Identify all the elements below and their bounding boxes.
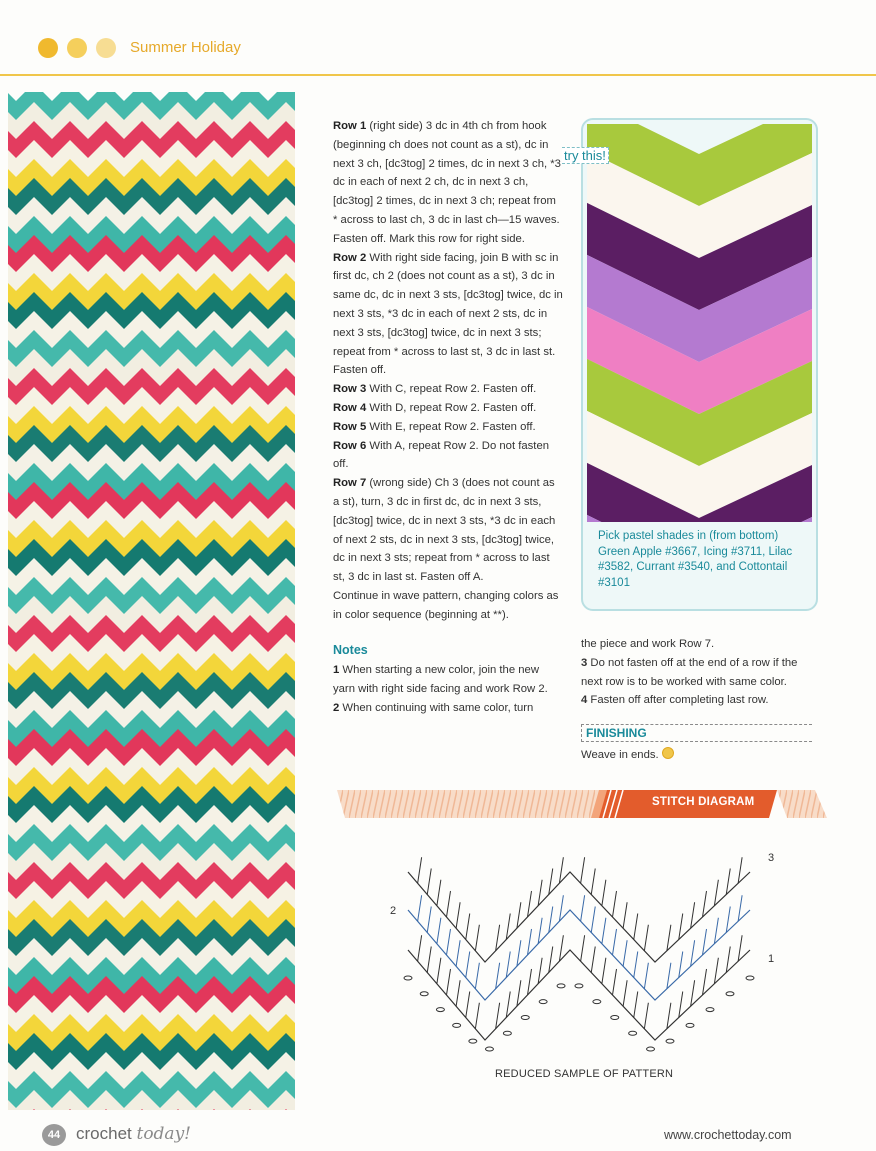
row-5 [333,418,563,437]
stitch-mark [447,969,451,995]
note-number: 3 [581,656,588,669]
row-text: (wrong side) Ch 3 (does not count as a st), turn, 3 dc in first dc, dc in next 3 sts, [dc3tog] twice, dc in next 3 sts, *3 dc in each of next 2 sts, dc in next 3 sts, [dc3tog] twice, dc in next 3 sts; repeat from * across to last st, 3 dc in last st. Fasten off A. [333,477,556,584]
stitch-mark [427,869,431,895]
notes-continued [581,635,813,765]
header-dot [96,38,116,58]
note-4 [581,691,813,710]
stitch-mark [437,880,441,906]
magazine-name [76,1124,191,1144]
finishing-heading: FINISHING [586,726,647,741]
stitch-mark [602,958,606,984]
stitch-mark [644,1003,648,1029]
stitch-mark [602,880,606,906]
stitch-mark [437,958,441,984]
stitch-mark [466,952,470,978]
chain-stitch [746,976,754,980]
stitch-mark [418,935,422,961]
stitch-mark [427,907,431,933]
row-text: With C, repeat Row 2. Fasten off. [366,383,537,396]
stitch-mark [466,914,470,940]
finishing-text-span: Weave in ends. [581,749,659,762]
row-3 [333,380,563,399]
finishing-text [581,746,813,765]
stitch-mark [581,935,585,961]
row-label: Row 3 [333,383,367,396]
stitch-mark [418,895,422,921]
row-2 [333,249,563,381]
stitch-mark [581,895,585,921]
chain-stitch [557,984,565,988]
note-number: 1 [333,664,340,677]
stitch-mark [475,963,479,989]
stitch-mark [623,980,627,1006]
end-mark-icon [662,747,674,759]
pattern-instructions [333,117,563,718]
diagram-row-label: 3 [768,852,775,864]
chain-stitch [647,1047,655,1051]
stitch-mark [613,891,617,917]
chain-stitch [521,1015,529,1019]
note-3 [581,654,813,692]
magazine-name-b: today! [136,1124,192,1144]
stitch-mark [591,907,595,933]
notes-heading: Notes [333,642,368,657]
note-2-continued: the piece and work Row 7. [581,638,715,650]
chain-stitch [469,1039,477,1043]
chain-stitch [436,1008,444,1012]
stitch-mark [602,918,606,944]
continue-text: Continue in wave pattern, changing colors as in color sequence (beginning at **). [333,589,559,621]
note-text: Do not fasten off at the end of a row if the next row is to be worked with same color. [581,656,798,688]
row-label: Row 6 [333,439,367,452]
chain-stitch [453,1023,461,1027]
stitch-mark [644,925,648,951]
note-1 [333,661,563,699]
stitch-mark [613,929,617,955]
stitch-mark [456,940,460,966]
row-label: Row 2 [333,251,367,264]
row-label: Row 1 [333,120,367,132]
row-text: With D, repeat Row 2. Fasten off. [366,401,537,414]
stitch-diagram [390,830,770,1060]
stitch-diagram-title: STITCH DIAGRAM [652,796,755,808]
chain-stitch [420,992,428,996]
row-label: Row 7 [333,477,367,490]
chain-stitch [666,1039,674,1043]
stitch-mark [475,925,479,951]
stitch-mark [437,918,441,944]
stitch-mark [475,1003,479,1029]
note-2 [333,699,563,718]
section-title: Summer Holiday [130,39,241,56]
row-7 [333,474,563,587]
row-label: Row 4 [333,401,367,414]
chain-stitch [706,1008,714,1012]
diagram-row-label: 2 [390,905,397,917]
stitch-mark [644,963,648,989]
stitch-mark [591,947,595,973]
try-this-label: try this! [562,147,609,164]
chain-stitch [485,1047,493,1051]
note-text: When continuing with same color, turn [339,701,534,714]
header-dot [67,38,87,58]
row-1 [333,117,563,249]
chain-stitch [726,992,734,996]
chain-stitch [503,1031,511,1035]
stitch-mark [456,902,460,928]
page-number: 44 [42,1124,66,1146]
row-6 [333,437,563,475]
note-text: Fasten off after completing last row. [587,694,769,707]
stitch-mark [634,952,638,978]
row-text: With right side facing, join B with sc in first dc, ch 2 (does not count as a st), 3 dc in same dc, dc in next 3 sts, [dc3tog] twice, dc in next 3 sts, *3 dc in each of next 2 sts, dc in next 3 sts, [dc3tog] twice, dc in next 3 sts; repeat from * across to last st, 3 dc in last st. Fasten off. [333,251,563,377]
note-number: 2 [333,701,340,714]
header-dot [38,38,58,58]
stitch-mark [456,980,460,1006]
stitch-mark [447,929,451,955]
stitch-mark [466,992,470,1018]
row-text: With E, repeat Row 2. Fasten off. [366,420,536,433]
stitch-mark [427,947,431,973]
chain-stitch [593,1000,601,1004]
diagram-caption: REDUCED SAMPLE OF PATTERN [495,1068,674,1080]
magazine-name-a: crochet [76,1124,137,1143]
try-this-caption: Pick pastel shades in (from bottom) Green Apple #3667, Icing #3711, Lilac #3582, Currant #3540, and Cottontail #3101 [598,530,793,589]
chain-stitch [539,1000,547,1004]
finishing-box [581,724,812,742]
stitch-mark [613,969,617,995]
header-dots [38,38,116,58]
note-number: 4 [581,694,588,707]
diagram-row-label: 1 [768,953,775,965]
chain-stitch [686,1023,694,1027]
row-text: With A, repeat Row 2. Do not fasten off. [333,439,550,471]
stitch-mark [447,891,451,917]
stitch-mark [418,857,422,883]
row-4 [333,399,563,418]
pastel-swatch-photo [587,124,812,522]
stitch-mark [634,992,638,1018]
chain-stitch [629,1031,637,1035]
stitch-mark [634,914,638,940]
page-header [0,0,876,80]
stitch-mark [623,902,627,928]
chain-stitch [404,976,412,980]
stitch-mark [581,857,585,883]
note-text: When starting a new color, join the new yarn with right side facing and work Row 2. [333,664,548,696]
header-rule [0,74,876,76]
website-url: www.crochettoday.com [664,1128,792,1142]
stitch-mark [623,940,627,966]
row-label: Row 5 [333,420,367,433]
afghan-photo [8,92,295,1110]
chain-stitch [611,1015,619,1019]
chain-stitch [575,984,583,988]
row-text: (right side) 3 dc in 4th ch from hook (beginning ch does not count as a st), dc in next 3 ch, [dc3tog] 2 times, dc in next 3 ch, *3 dc in each of next 2 ch, dc in next 3 ch, [dc3tog] 2 times, dc in next 3 ch; repeat from * across to last ch, 3 dc in last ch—15 waves. Fasten off. Mark this row for right side. [333,120,561,245]
stitch-mark [591,869,595,895]
